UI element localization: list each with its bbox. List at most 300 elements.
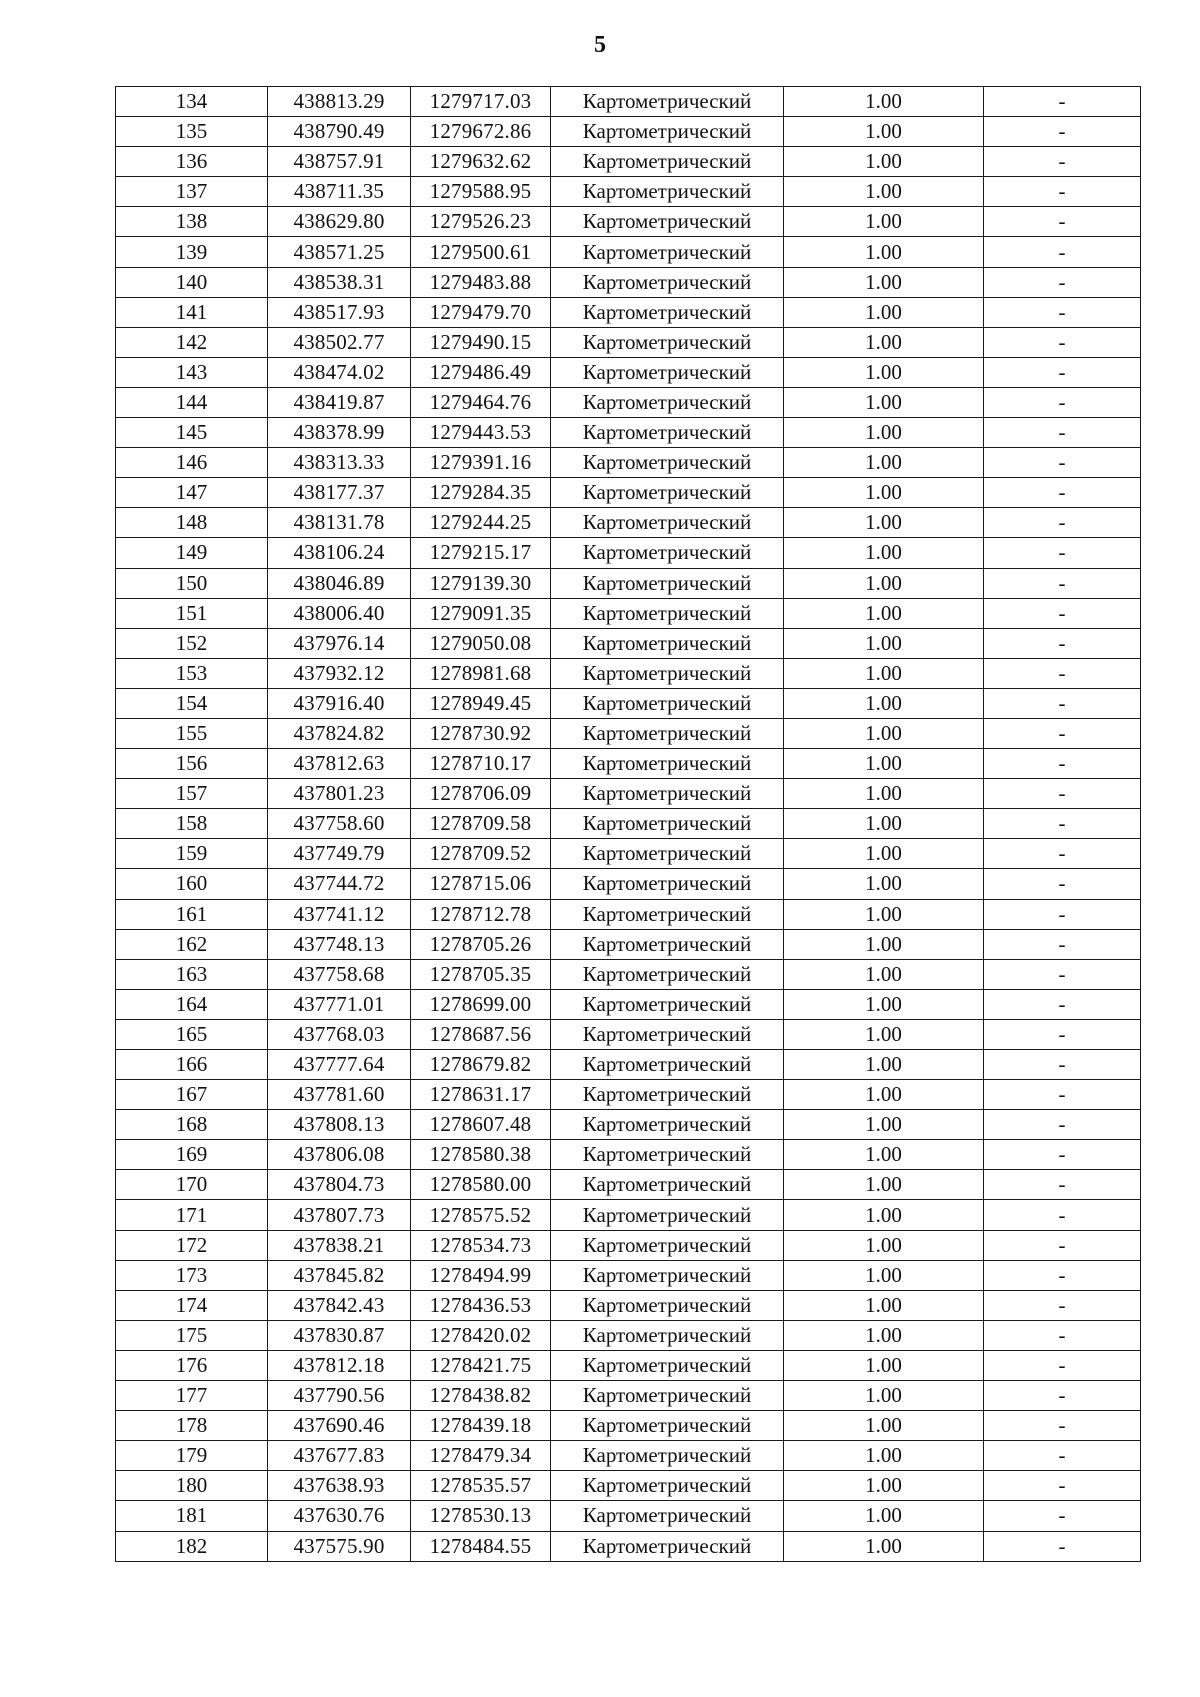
point-number-cell: 165 [116, 1019, 268, 1049]
point-number-cell: 168 [116, 1110, 268, 1140]
method-cell: Картометрический [551, 1170, 784, 1200]
coordinates-table-body [116, 87, 1141, 1562]
method-cell: Картометрический [551, 688, 784, 718]
point-number-cell: 149 [116, 538, 268, 568]
note-cell: - [984, 1170, 1141, 1200]
table-row [116, 117, 1141, 147]
note-cell: - [984, 1050, 1141, 1080]
table-row [116, 1501, 1141, 1531]
x-coordinate-cell: 438131.78 [268, 508, 411, 538]
point-number-cell: 170 [116, 1170, 268, 1200]
y-coordinate-cell: 1278706.09 [411, 779, 551, 809]
point-number-cell: 144 [116, 387, 268, 417]
x-coordinate-cell: 437771.01 [268, 989, 411, 1019]
method-cell: Картометрический [551, 869, 784, 899]
y-coordinate-cell: 1278575.52 [411, 1200, 551, 1230]
point-number-cell: 159 [116, 839, 268, 869]
table-row [116, 1290, 1141, 1320]
accuracy-cell: 1.00 [784, 387, 984, 417]
y-coordinate-cell: 1278479.34 [411, 1441, 551, 1471]
accuracy-cell: 1.00 [784, 1230, 984, 1260]
x-coordinate-cell: 438419.87 [268, 387, 411, 417]
table-row [116, 327, 1141, 357]
y-coordinate-cell: 1278709.58 [411, 809, 551, 839]
x-coordinate-cell: 437932.12 [268, 658, 411, 688]
point-number-cell: 169 [116, 1140, 268, 1170]
accuracy-cell: 1.00 [784, 1441, 984, 1471]
note-cell: - [984, 1019, 1141, 1049]
point-number-cell: 167 [116, 1080, 268, 1110]
point-number-cell: 147 [116, 478, 268, 508]
method-cell: Картометрический [551, 839, 784, 869]
method-cell: Картометрический [551, 357, 784, 387]
accuracy-cell: 1.00 [784, 1170, 984, 1200]
accuracy-cell: 1.00 [784, 1381, 984, 1411]
y-coordinate-cell: 1279588.95 [411, 177, 551, 207]
accuracy-cell: 1.00 [784, 598, 984, 628]
point-number-cell: 164 [116, 989, 268, 1019]
table-row [116, 568, 1141, 598]
point-number-cell: 179 [116, 1441, 268, 1471]
y-coordinate-cell: 1279486.49 [411, 357, 551, 387]
point-number-cell: 178 [116, 1411, 268, 1441]
x-coordinate-cell: 438538.31 [268, 267, 411, 297]
note-cell: - [984, 1411, 1141, 1441]
note-cell: - [984, 1441, 1141, 1471]
y-coordinate-cell: 1279490.15 [411, 327, 551, 357]
table-row [116, 177, 1141, 207]
accuracy-cell: 1.00 [784, 418, 984, 448]
y-coordinate-cell: 1279717.03 [411, 87, 551, 117]
note-cell: - [984, 1080, 1141, 1110]
y-coordinate-cell: 1278715.06 [411, 869, 551, 899]
point-number-cell: 148 [116, 508, 268, 538]
table-row [116, 538, 1141, 568]
x-coordinate-cell: 437638.93 [268, 1471, 411, 1501]
table-row [116, 598, 1141, 628]
method-cell: Картометрический [551, 1471, 784, 1501]
y-coordinate-cell: 1278710.17 [411, 749, 551, 779]
table-row [116, 207, 1141, 237]
y-coordinate-cell: 1278420.02 [411, 1320, 551, 1350]
table-row [116, 1381, 1141, 1411]
method-cell: Картометрический [551, 387, 784, 417]
point-number-cell: 176 [116, 1350, 268, 1380]
y-coordinate-cell: 1278949.45 [411, 688, 551, 718]
y-coordinate-cell: 1278494.99 [411, 1260, 551, 1290]
accuracy-cell: 1.00 [784, 688, 984, 718]
y-coordinate-cell: 1278421.75 [411, 1350, 551, 1380]
note-cell: - [984, 508, 1141, 538]
x-coordinate-cell: 437741.12 [268, 899, 411, 929]
accuracy-cell: 1.00 [784, 628, 984, 658]
method-cell: Картометрический [551, 779, 784, 809]
note-cell: - [984, 207, 1141, 237]
y-coordinate-cell: 1278439.18 [411, 1411, 551, 1441]
method-cell: Картометрический [551, 1050, 784, 1080]
method-cell: Картометрический [551, 1320, 784, 1350]
x-coordinate-cell: 437575.90 [268, 1531, 411, 1561]
method-cell: Картометрический [551, 267, 784, 297]
table-row [116, 809, 1141, 839]
point-number-cell: 155 [116, 718, 268, 748]
x-coordinate-cell: 437758.60 [268, 809, 411, 839]
method-cell: Картометрический [551, 448, 784, 478]
table-row [116, 899, 1141, 929]
table-row [116, 478, 1141, 508]
point-number-cell: 154 [116, 688, 268, 718]
accuracy-cell: 1.00 [784, 147, 984, 177]
method-cell: Картометрический [551, 989, 784, 1019]
accuracy-cell: 1.00 [784, 1471, 984, 1501]
x-coordinate-cell: 437845.82 [268, 1260, 411, 1290]
x-coordinate-cell: 438571.25 [268, 237, 411, 267]
table-row [116, 1200, 1141, 1230]
point-number-cell: 160 [116, 869, 268, 899]
x-coordinate-cell: 438790.49 [268, 117, 411, 147]
note-cell: - [984, 117, 1141, 147]
table-row [116, 418, 1141, 448]
accuracy-cell: 1.00 [784, 478, 984, 508]
point-number-cell: 177 [116, 1381, 268, 1411]
note-cell: - [984, 267, 1141, 297]
accuracy-cell: 1.00 [784, 1080, 984, 1110]
point-number-cell: 136 [116, 147, 268, 177]
y-coordinate-cell: 1279091.35 [411, 598, 551, 628]
point-number-cell: 166 [116, 1050, 268, 1080]
accuracy-cell: 1.00 [784, 929, 984, 959]
point-number-cell: 182 [116, 1531, 268, 1561]
y-coordinate-cell: 1279483.88 [411, 267, 551, 297]
x-coordinate-cell: 438757.91 [268, 147, 411, 177]
point-number-cell: 173 [116, 1260, 268, 1290]
note-cell: - [984, 989, 1141, 1019]
accuracy-cell: 1.00 [784, 809, 984, 839]
note-cell: - [984, 1471, 1141, 1501]
table-row [116, 267, 1141, 297]
accuracy-cell: 1.00 [784, 177, 984, 207]
method-cell: Картометрический [551, 598, 784, 628]
accuracy-cell: 1.00 [784, 839, 984, 869]
accuracy-cell: 1.00 [784, 1290, 984, 1320]
point-number-cell: 180 [116, 1471, 268, 1501]
note-cell: - [984, 688, 1141, 718]
point-number-cell: 158 [116, 809, 268, 839]
x-coordinate-cell: 437976.14 [268, 628, 411, 658]
table-row [116, 1019, 1141, 1049]
note-cell: - [984, 237, 1141, 267]
accuracy-cell: 1.00 [784, 1350, 984, 1380]
accuracy-cell: 1.00 [784, 267, 984, 297]
point-number-cell: 181 [116, 1501, 268, 1531]
note-cell: - [984, 718, 1141, 748]
accuracy-cell: 1.00 [784, 1200, 984, 1230]
point-number-cell: 162 [116, 929, 268, 959]
accuracy-cell: 1.00 [784, 538, 984, 568]
point-number-cell: 175 [116, 1320, 268, 1350]
y-coordinate-cell: 1278705.26 [411, 929, 551, 959]
point-number-cell: 152 [116, 628, 268, 658]
note-cell: - [984, 147, 1141, 177]
accuracy-cell: 1.00 [784, 237, 984, 267]
y-coordinate-cell: 1278484.55 [411, 1531, 551, 1561]
y-coordinate-cell: 1279464.76 [411, 387, 551, 417]
point-number-cell: 143 [116, 357, 268, 387]
point-number-cell: 139 [116, 237, 268, 267]
method-cell: Картометрический [551, 1350, 784, 1380]
note-cell: - [984, 628, 1141, 658]
x-coordinate-cell: 437801.23 [268, 779, 411, 809]
y-coordinate-cell: 1279391.16 [411, 448, 551, 478]
method-cell: Картометрический [551, 327, 784, 357]
note-cell: - [984, 1381, 1141, 1411]
note-cell: - [984, 598, 1141, 628]
y-coordinate-cell: 1278436.53 [411, 1290, 551, 1320]
point-number-cell: 137 [116, 177, 268, 207]
note-cell: - [984, 87, 1141, 117]
x-coordinate-cell: 437830.87 [268, 1320, 411, 1350]
method-cell: Картометрический [551, 658, 784, 688]
y-coordinate-cell: 1279443.53 [411, 418, 551, 448]
method-cell: Картометрический [551, 1290, 784, 1320]
x-coordinate-cell: 438177.37 [268, 478, 411, 508]
accuracy-cell: 1.00 [784, 1050, 984, 1080]
x-coordinate-cell: 438711.35 [268, 177, 411, 207]
note-cell: - [984, 418, 1141, 448]
coordinates-table [115, 86, 1141, 1562]
point-number-cell: 156 [116, 749, 268, 779]
table-row [116, 1441, 1141, 1471]
point-number-cell: 145 [116, 418, 268, 448]
x-coordinate-cell: 437807.73 [268, 1200, 411, 1230]
table-row [116, 1140, 1141, 1170]
y-coordinate-cell: 1278699.00 [411, 989, 551, 1019]
y-coordinate-cell: 1278705.35 [411, 959, 551, 989]
method-cell: Картометрический [551, 1441, 784, 1471]
table-row [116, 1260, 1141, 1290]
note-cell: - [984, 478, 1141, 508]
y-coordinate-cell: 1278679.82 [411, 1050, 551, 1080]
point-number-cell: 157 [116, 779, 268, 809]
method-cell: Картометрический [551, 749, 784, 779]
y-coordinate-cell: 1278530.13 [411, 1501, 551, 1531]
table-row [116, 1471, 1141, 1501]
x-coordinate-cell: 437781.60 [268, 1080, 411, 1110]
x-coordinate-cell: 438046.89 [268, 568, 411, 598]
x-coordinate-cell: 437749.79 [268, 839, 411, 869]
x-coordinate-cell: 437804.73 [268, 1170, 411, 1200]
x-coordinate-cell: 438313.33 [268, 448, 411, 478]
point-number-cell: 138 [116, 207, 268, 237]
method-cell: Картометрический [551, 1381, 784, 1411]
accuracy-cell: 1.00 [784, 1320, 984, 1350]
y-coordinate-cell: 1278580.38 [411, 1140, 551, 1170]
y-coordinate-cell: 1278607.48 [411, 1110, 551, 1140]
note-cell: - [984, 899, 1141, 929]
table-row [116, 297, 1141, 327]
x-coordinate-cell: 438006.40 [268, 598, 411, 628]
note-cell: - [984, 1110, 1141, 1140]
x-coordinate-cell: 438474.02 [268, 357, 411, 387]
method-cell: Картометрический [551, 478, 784, 508]
table-row [116, 959, 1141, 989]
method-cell: Картометрический [551, 1260, 784, 1290]
table-row [116, 1320, 1141, 1350]
note-cell: - [984, 1531, 1141, 1561]
x-coordinate-cell: 437824.82 [268, 718, 411, 748]
coordinates-table-container [115, 86, 1140, 1562]
x-coordinate-cell: 437630.76 [268, 1501, 411, 1531]
y-coordinate-cell: 1278438.82 [411, 1381, 551, 1411]
table-row [116, 87, 1141, 117]
accuracy-cell: 1.00 [784, 1501, 984, 1531]
accuracy-cell: 1.00 [784, 1110, 984, 1140]
y-coordinate-cell: 1279050.08 [411, 628, 551, 658]
note-cell: - [984, 1501, 1141, 1531]
table-row [116, 688, 1141, 718]
method-cell: Картометрический [551, 418, 784, 448]
x-coordinate-cell: 438502.77 [268, 327, 411, 357]
accuracy-cell: 1.00 [784, 658, 984, 688]
table-row [116, 237, 1141, 267]
method-cell: Картометрический [551, 508, 784, 538]
x-coordinate-cell: 437790.56 [268, 1381, 411, 1411]
accuracy-cell: 1.00 [784, 718, 984, 748]
method-cell: Картометрический [551, 718, 784, 748]
method-cell: Картометрический [551, 117, 784, 147]
table-row [116, 1411, 1141, 1441]
note-cell: - [984, 1140, 1141, 1170]
table-row [116, 387, 1141, 417]
note-cell: - [984, 869, 1141, 899]
method-cell: Картометрический [551, 1531, 784, 1561]
y-coordinate-cell: 1278580.00 [411, 1170, 551, 1200]
point-number-cell: 134 [116, 87, 268, 117]
y-coordinate-cell: 1278687.56 [411, 1019, 551, 1049]
y-coordinate-cell: 1278709.52 [411, 839, 551, 869]
table-row [116, 508, 1141, 538]
note-cell: - [984, 1290, 1141, 1320]
accuracy-cell: 1.00 [784, 207, 984, 237]
note-cell: - [984, 357, 1141, 387]
note-cell: - [984, 177, 1141, 207]
y-coordinate-cell: 1279244.25 [411, 508, 551, 538]
note-cell: - [984, 959, 1141, 989]
x-coordinate-cell: 437812.18 [268, 1350, 411, 1380]
y-coordinate-cell: 1278730.92 [411, 718, 551, 748]
method-cell: Картометрический [551, 87, 784, 117]
y-coordinate-cell: 1279479.70 [411, 297, 551, 327]
y-coordinate-cell: 1278631.17 [411, 1080, 551, 1110]
method-cell: Картометрический [551, 1200, 784, 1230]
point-number-cell: 140 [116, 267, 268, 297]
note-cell: - [984, 1200, 1141, 1230]
method-cell: Картометрический [551, 1140, 784, 1170]
table-row [116, 1110, 1141, 1140]
x-coordinate-cell: 437838.21 [268, 1230, 411, 1260]
x-coordinate-cell: 437677.83 [268, 1441, 411, 1471]
y-coordinate-cell: 1279526.23 [411, 207, 551, 237]
table-row [116, 989, 1141, 1019]
table-row [116, 147, 1141, 177]
x-coordinate-cell: 437768.03 [268, 1019, 411, 1049]
x-coordinate-cell: 438517.93 [268, 297, 411, 327]
y-coordinate-cell: 1279500.61 [411, 237, 551, 267]
accuracy-cell: 1.00 [784, 1019, 984, 1049]
table-row [116, 628, 1141, 658]
note-cell: - [984, 448, 1141, 478]
note-cell: - [984, 1320, 1141, 1350]
note-cell: - [984, 297, 1141, 327]
accuracy-cell: 1.00 [784, 327, 984, 357]
table-row [116, 1350, 1141, 1380]
accuracy-cell: 1.00 [784, 448, 984, 478]
point-number-cell: 135 [116, 117, 268, 147]
method-cell: Картометрический [551, 297, 784, 327]
method-cell: Картометрический [551, 177, 784, 207]
method-cell: Картометрический [551, 1019, 784, 1049]
note-cell: - [984, 658, 1141, 688]
method-cell: Картометрический [551, 538, 784, 568]
point-number-cell: 151 [116, 598, 268, 628]
accuracy-cell: 1.00 [784, 87, 984, 117]
point-number-cell: 142 [116, 327, 268, 357]
table-row [116, 779, 1141, 809]
y-coordinate-cell: 1278534.73 [411, 1230, 551, 1260]
accuracy-cell: 1.00 [784, 1260, 984, 1290]
method-cell: Картометрический [551, 568, 784, 598]
x-coordinate-cell: 437690.46 [268, 1411, 411, 1441]
method-cell: Картометрический [551, 1230, 784, 1260]
method-cell: Картометрический [551, 237, 784, 267]
y-coordinate-cell: 1279632.62 [411, 147, 551, 177]
point-number-cell: 174 [116, 1290, 268, 1320]
table-row [116, 718, 1141, 748]
point-number-cell: 150 [116, 568, 268, 598]
accuracy-cell: 1.00 [784, 989, 984, 1019]
table-row [116, 1230, 1141, 1260]
table-row [116, 1531, 1141, 1561]
note-cell: - [984, 568, 1141, 598]
method-cell: Картометрический [551, 147, 784, 177]
accuracy-cell: 1.00 [784, 959, 984, 989]
accuracy-cell: 1.00 [784, 1140, 984, 1170]
note-cell: - [984, 929, 1141, 959]
table-row [116, 839, 1141, 869]
method-cell: Картометрический [551, 929, 784, 959]
x-coordinate-cell: 437748.13 [268, 929, 411, 959]
point-number-cell: 141 [116, 297, 268, 327]
x-coordinate-cell: 437777.64 [268, 1050, 411, 1080]
accuracy-cell: 1.00 [784, 508, 984, 538]
accuracy-cell: 1.00 [784, 117, 984, 147]
page-number: 5 [594, 32, 606, 58]
point-number-cell: 161 [116, 899, 268, 929]
x-coordinate-cell: 437806.08 [268, 1140, 411, 1170]
method-cell: Картометрический [551, 207, 784, 237]
note-cell: - [984, 327, 1141, 357]
x-coordinate-cell: 438813.29 [268, 87, 411, 117]
method-cell: Картометрический [551, 628, 784, 658]
method-cell: Картометрический [551, 1501, 784, 1531]
point-number-cell: 171 [116, 1200, 268, 1230]
table-row [116, 1080, 1141, 1110]
y-coordinate-cell: 1279284.35 [411, 478, 551, 508]
accuracy-cell: 1.00 [784, 1531, 984, 1561]
note-cell: - [984, 387, 1141, 417]
x-coordinate-cell: 437916.40 [268, 688, 411, 718]
method-cell: Картометрический [551, 899, 784, 929]
